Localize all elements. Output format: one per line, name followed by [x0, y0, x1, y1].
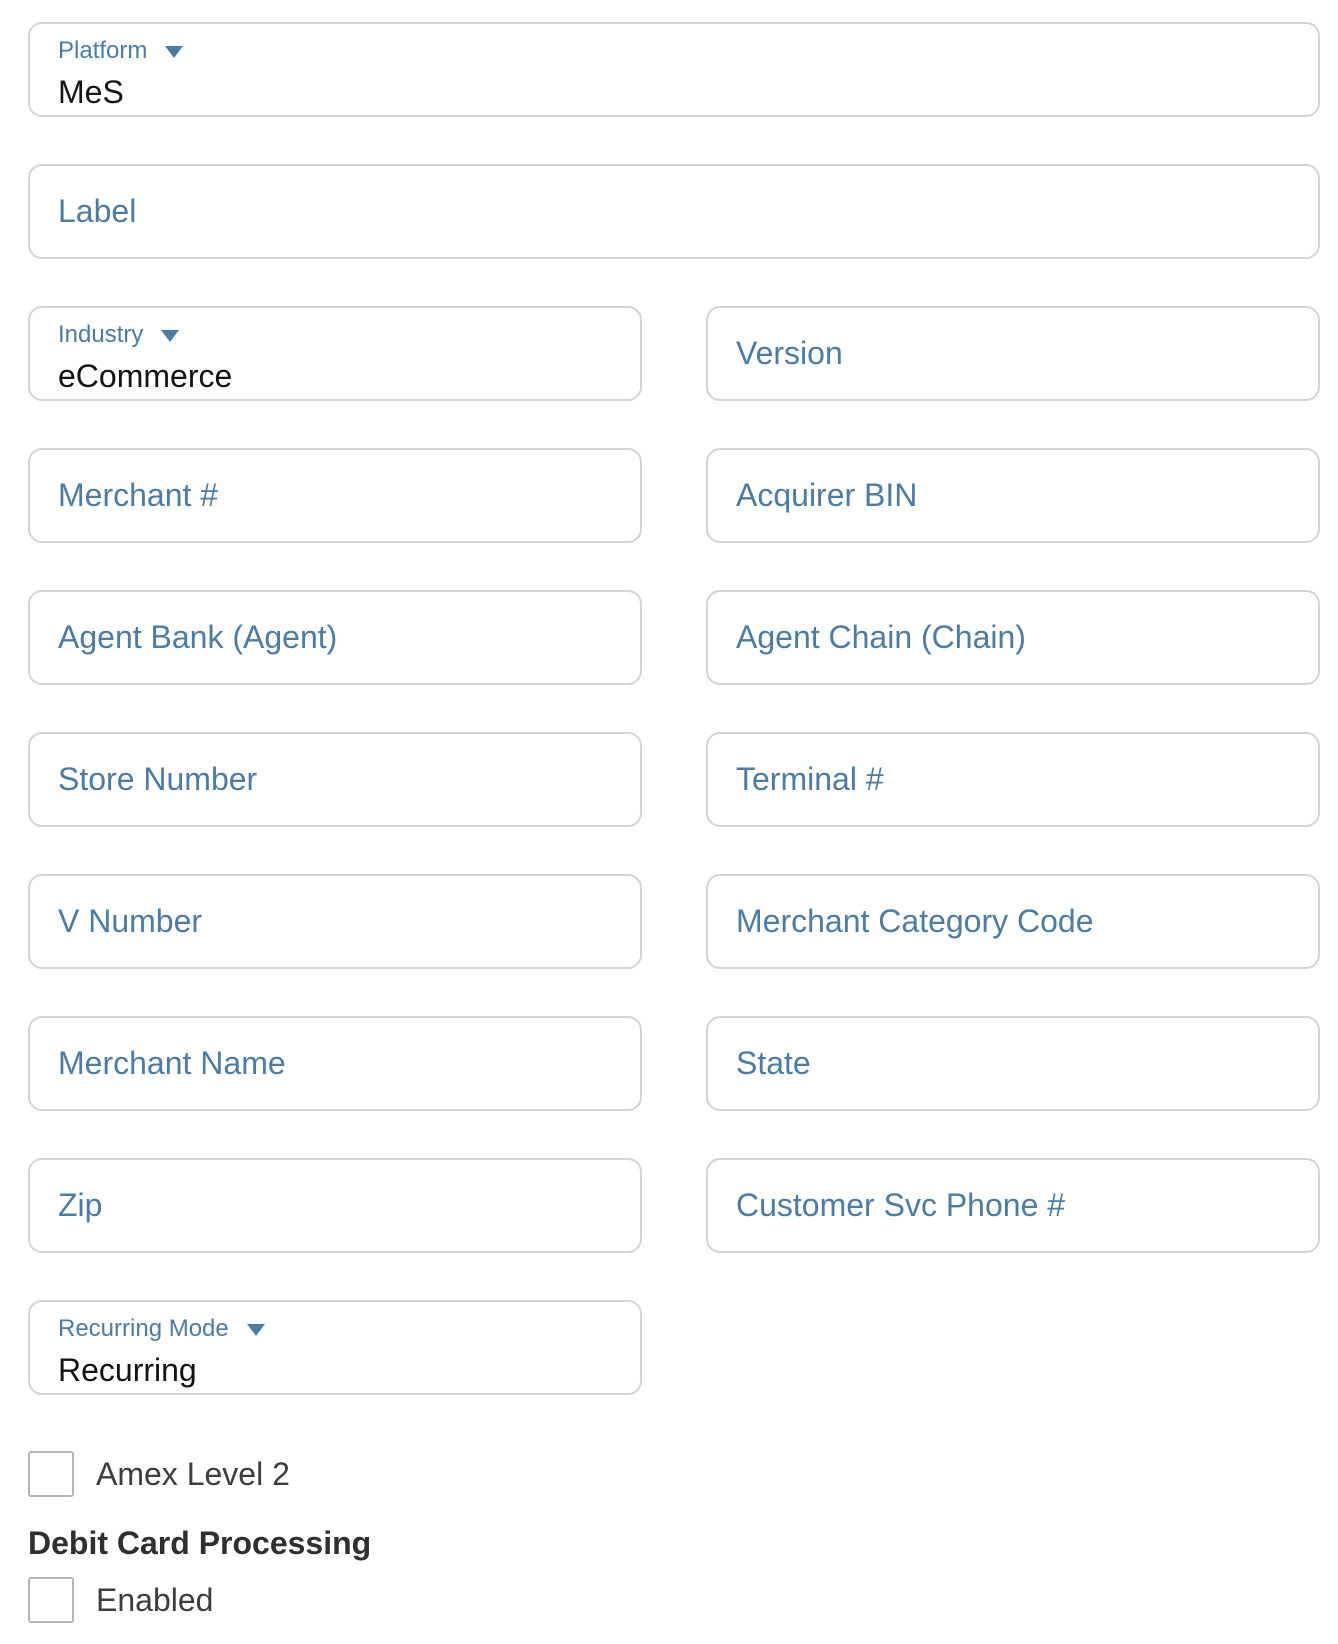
recurring-mode-select-label: Recurring Mode: [58, 1315, 229, 1342]
merchant-category-code-field[interactable]: [706, 874, 1320, 969]
state-field[interactable]: [706, 1016, 1320, 1111]
merchant-category-code-input[interactable]: [736, 903, 1290, 940]
agent-bank-field[interactable]: [28, 590, 642, 685]
recurring-mode-select[interactable]: [28, 1300, 642, 1395]
store-number-field[interactable]: [28, 732, 642, 827]
platform-select-label-row: [58, 36, 1290, 66]
merchant-number-field[interactable]: [28, 448, 642, 543]
version-field[interactable]: [706, 306, 1320, 401]
merchant-number-input[interactable]: [58, 477, 612, 514]
version-input[interactable]: [736, 335, 1290, 372]
industry-select-label: Industry: [58, 321, 144, 348]
field-grid: [28, 306, 1320, 1442]
merchant-name-input[interactable]: [58, 1045, 612, 1082]
acquirer-bin-field[interactable]: [706, 448, 1320, 543]
terminal-number-field[interactable]: [706, 732, 1320, 827]
terminal-number-input[interactable]: [736, 761, 1290, 798]
caret-down-icon: [161, 330, 179, 342]
zip-input[interactable]: [58, 1187, 612, 1224]
v-number-field[interactable]: [28, 874, 642, 969]
platform-select-value: MeS: [58, 74, 124, 110]
debit-enabled-checkbox[interactable]: [28, 1577, 74, 1623]
agent-bank-input[interactable]: [58, 619, 612, 656]
recurring-mode-select-value: Recurring: [58, 1352, 197, 1388]
customer-svc-phone-field[interactable]: [706, 1158, 1320, 1253]
caret-down-icon: [165, 46, 183, 58]
state-input[interactable]: [736, 1045, 1290, 1082]
debit-card-processing-heading: Debit Card Processing: [28, 1525, 372, 1561]
recurring-mode-select-label-row: [58, 1314, 612, 1344]
debit-enabled-label: Enabled: [96, 1581, 214, 1618]
agent-chain-input[interactable]: [736, 619, 1290, 656]
agent-chain-field[interactable]: [706, 590, 1320, 685]
label-field[interactable]: [28, 164, 1320, 259]
label-input[interactable]: [58, 193, 1290, 230]
industry-select-label-row: [58, 320, 612, 350]
platform-select-label: Platform: [58, 37, 148, 64]
amex-level-2-checkbox[interactable]: [28, 1451, 74, 1497]
industry-select[interactable]: [28, 306, 642, 401]
industry-select-value: eCommerce: [58, 358, 233, 394]
caret-down-icon: [247, 1324, 265, 1336]
merchant-name-field[interactable]: [28, 1016, 642, 1111]
amex-level-2-label: Amex Level 2: [96, 1455, 290, 1492]
debit-enabled-row: [28, 1577, 1320, 1623]
customer-svc-phone-input[interactable]: [736, 1187, 1290, 1224]
acquirer-bin-input[interactable]: [736, 477, 1290, 514]
zip-field[interactable]: [28, 1158, 642, 1253]
amex-level-2-row: [28, 1451, 1320, 1497]
platform-select[interactable]: [28, 22, 1320, 117]
v-number-input[interactable]: [58, 903, 612, 940]
store-number-input[interactable]: [58, 761, 612, 798]
